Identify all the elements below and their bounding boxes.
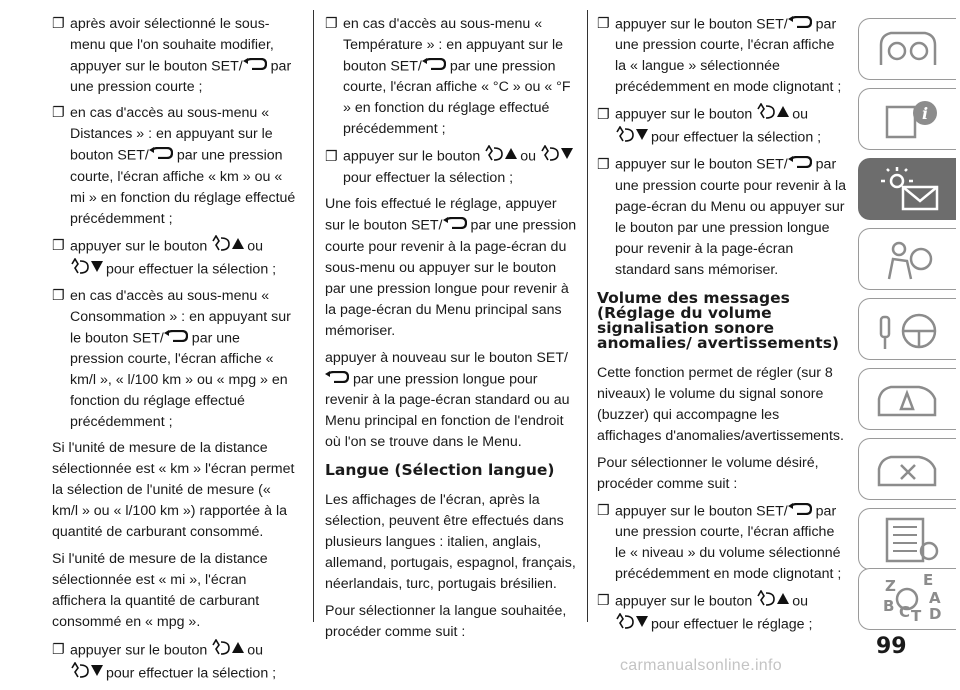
bullet-item [52, 235, 297, 281]
text-segment: Pour sélectionner le volume désiré, procéder comme suit : [597, 454, 819, 492]
index-letter: D [929, 605, 942, 623]
checkbox-bullet: ❐ [52, 237, 65, 254]
set-return-icon [422, 56, 446, 77]
paragraph [325, 601, 580, 643]
text-segment: ou [792, 593, 808, 609]
info-icon[interactable] [858, 88, 956, 150]
index-letter: C [899, 603, 911, 621]
set-return-icon [788, 14, 812, 35]
checkbox-bullet: ❐ [52, 16, 65, 32]
text-segment: pour effectuer la sélection ; [106, 260, 277, 277]
text-segment: Cette fonction permet de régler (sur 8 niveaux) le volume du signal sonore (buzzer) qui accompagne les affichages d'anomalies/avertissements. [597, 364, 844, 444]
text-segment: après avoir sélectionné le sous-menu que l'on souhaite modifier, appuyer sur le bouton SET/ [70, 16, 274, 75]
key-steering-icon[interactable] [858, 298, 956, 360]
text-segment: appuyer sur le bouton [615, 106, 757, 123]
text-segment: appuyer à nouveau sur le bouton SET/ [325, 349, 568, 366]
down-button-icon [540, 145, 576, 168]
checkbox-bullet: ❐ [52, 287, 65, 304]
checkbox-bullet: ❐ [597, 16, 610, 33]
technical-data-icon[interactable] [858, 508, 956, 570]
paragraph [325, 194, 580, 341]
checkbox-bullet: ❐ [52, 105, 65, 122]
text-segment: Pour sélectionner la langue souhaitée, procéder comme suit : [325, 602, 567, 640]
airbag-seat-icon[interactable] [858, 228, 956, 290]
index-letter: B [883, 597, 895, 615]
text-segment: ou [792, 106, 808, 123]
text-segment: appuyer sur le bouton SET/ [615, 502, 788, 519]
bullet-item [52, 286, 297, 433]
set-return-icon [149, 145, 173, 166]
text-segment: par une pression courte, l'écran affiche « °C » ou « °F » en fonction du réglage effectué précédemment ; [343, 58, 571, 138]
text-segment: en cas d'accès au sous-menu « Consommation » : en appuyant sur le bouton SET/ [70, 287, 291, 346]
text-segment: par une pression courte, l'écran affiche la « langue » sélectionnée précédemment en mode clignotant ; [615, 16, 842, 96]
text-segment: appuyer sur le bouton SET/ [615, 16, 788, 33]
bullet-item [52, 103, 297, 229]
up-button-icon [211, 639, 247, 662]
set-return-icon [325, 369, 349, 390]
paragraph [325, 348, 580, 453]
paragraph [52, 438, 297, 543]
chapter-sidebar [858, 0, 960, 678]
bullet-item [597, 501, 847, 585]
bullet-item [325, 145, 580, 189]
section-heading [325, 460, 580, 479]
checkbox-bullet: ❐ [597, 593, 610, 609]
text-segment: pour effectuer le réglage ; [651, 616, 813, 632]
section-heading [597, 288, 847, 352]
text-segment: appuyer sur le bouton [343, 148, 485, 165]
text-segment: Une fois effectué le réglage, appuyer sur le bouton SET/ [325, 196, 557, 234]
checkbox-bullet: ❐ [597, 156, 610, 173]
set-return-icon [443, 215, 467, 236]
text-segment: appuyer sur le bouton [615, 593, 757, 609]
page-number: 99 [876, 634, 907, 659]
text-segment: Langue (Sélection langue) [325, 460, 555, 479]
alphabetical-index-icon[interactable] [858, 568, 956, 630]
light-envelope-icon[interactable] [858, 158, 956, 220]
text-column-2 [325, 14, 580, 649]
down-button-icon [615, 613, 651, 636]
text-column-3 [597, 14, 847, 641]
bullet-item [597, 103, 847, 149]
index-letter: T [911, 607, 922, 625]
text-segment: Si l'unité de mesure de la distance sélectionnée est « mi », l'écran affichera la quantité de carburant consommé en « mpg ». [52, 550, 268, 630]
down-button-icon [70, 258, 106, 281]
set-return-icon [164, 328, 188, 349]
index-letter: E [923, 571, 934, 589]
text-segment: par une pression courte, l'écran affiche « km/l », « l/100 km » ou « mpg » en fonction du réglage effectué précédemment ; [70, 329, 288, 430]
index-letter: A [929, 589, 941, 607]
index-letter: Z [885, 577, 896, 595]
up-button-icon [211, 235, 247, 258]
text-segment: Si l'unité de mesure de la distance sélectionnée est « km » l'écran permet la sélection de l'unité de mesure (« km/l » ou « l/100 km ») rapportée à la quantité de carburant consommé. [52, 439, 295, 540]
text-segment: pour effectuer la sélection ; [106, 665, 277, 681]
checkbox-bullet: ❐ [597, 106, 610, 123]
column-separator [587, 10, 588, 622]
up-button-icon [484, 145, 520, 168]
text-column-1 [52, 14, 297, 690]
set-return-icon [788, 154, 812, 175]
text-segment: par une pression courte pour revenir à la page-écran du sous-menu ou appuyer sur le bouton par une pression longue pour revenir à la page-écran du Menu principal sans mémoriser. [325, 217, 577, 339]
svg-text:i: i [922, 104, 929, 123]
text-segment: appuyer sur le bouton SET/ [615, 156, 788, 173]
bullet-item [597, 154, 847, 280]
paragraph [52, 549, 297, 633]
text-segment: par une pression courte, l'écran affiche le « niveau » du volume sélectionné précédemment en mode clignotant ; [615, 502, 842, 582]
bullet-item [52, 14, 297, 98]
checkbox-bullet: ❐ [325, 16, 338, 32]
text-segment: par une pression longue pour revenir à la page-écran standard ou au Menu principal en fonction de l'endroit où l'on se trouve dans le Menu. [325, 370, 570, 450]
text-segment: Volume des messages (Réglage du volume signalisation sonore anomalies/ avertissements) [597, 288, 839, 352]
checkbox-bullet: ❐ [325, 148, 338, 165]
text-segment: pour effectuer la sélection ; [651, 129, 822, 146]
bullet-item [597, 590, 847, 636]
up-button-icon [756, 590, 792, 613]
text-segment: par une pression courte ; [70, 58, 292, 96]
bullet-item [325, 14, 580, 140]
text-segment: pour effectuer la sélection ; [343, 170, 514, 187]
text-segment: ou [247, 642, 263, 658]
bullet-item [597, 14, 847, 98]
paragraph [597, 363, 847, 447]
text-segment: appuyer sur le bouton [70, 642, 212, 658]
column-separator [313, 10, 314, 622]
paragraph [325, 490, 580, 595]
set-return-icon [788, 501, 812, 522]
down-button-icon [70, 662, 106, 685]
text-segment: ou [520, 148, 540, 165]
set-return-icon [243, 56, 267, 77]
text-segment: en cas d'accès au sous-menu « Distances » : en appuyant sur le bouton SET/ [70, 105, 273, 164]
maintenance-car-icon[interactable] [858, 438, 956, 500]
text-segment: par une pression courte, l'écran affiche « km » ou « mi » en fonction du réglage effectué précédemment ; [70, 147, 296, 227]
breakdown-warning-icon[interactable] [858, 368, 956, 430]
up-button-icon [756, 103, 792, 126]
text-segment: par une pression courte pour revenir à la page-écran du Menu ou appuyer sur le bouton par une pression longue pour revenir à la page-écran standard sans mémoriser. [615, 156, 847, 278]
checkbox-bullet: ❐ [52, 642, 65, 658]
text-segment: ou [247, 237, 263, 254]
checkbox-bullet: ❐ [597, 502, 610, 519]
dashboard-car-icon[interactable] [858, 18, 956, 80]
down-button-icon [615, 126, 651, 149]
text-segment: en cas d'accès au sous-menu « Température » : en appuyant sur le bouton SET/ [343, 16, 564, 75]
text-segment: appuyer sur le bouton [70, 237, 212, 254]
paragraph [597, 453, 847, 495]
text-segment: Les affichages de l'écran, après la sélection, peuvent être effectués dans plusieurs langues : italien, anglais, allemand, portugais, espagnol, français, néerlandais, turc, portugais brésilien. [325, 491, 576, 592]
watermark: carmanualsonline.info [620, 657, 782, 674]
